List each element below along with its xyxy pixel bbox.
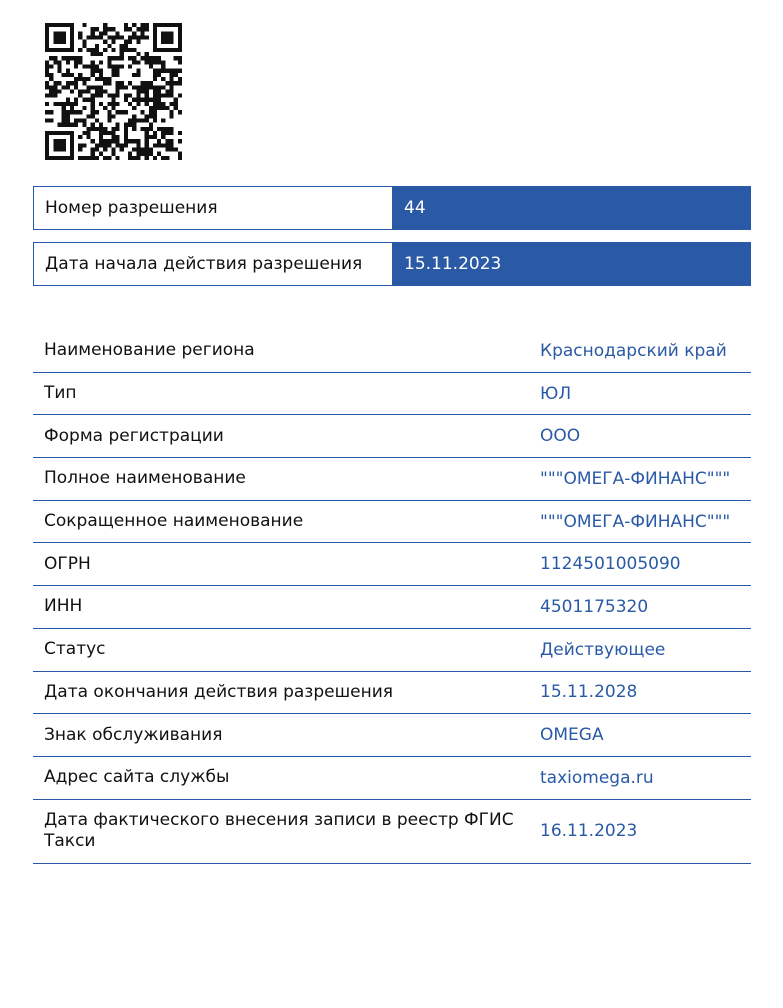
details-label: ОГРН <box>44 553 91 574</box>
details-row-registration-form <box>33 415 751 458</box>
details-label: Адрес сайта службы <box>44 767 230 788</box>
details-row-end-date <box>33 672 751 715</box>
qr-code-icon <box>45 23 182 160</box>
details-label: Статус <box>44 639 106 660</box>
details-table <box>33 330 751 864</box>
permit-start-date-row <box>33 242 751 286</box>
details-value: """ОМЕГА-ФИНАНС""" <box>540 468 731 489</box>
qr-code <box>45 23 182 160</box>
details-value: OMEGA <box>540 725 604 746</box>
details-value: Действующее <box>540 639 666 660</box>
permit-start-date-value: 15.11.2023 <box>392 242 751 286</box>
details-row-service-mark <box>33 714 751 757</box>
details-label: Дата фактического внесения записи в реестр ФГИС Такси <box>44 810 514 852</box>
details-label: Знак обслуживания <box>44 724 223 745</box>
details-label: Тип <box>44 383 77 404</box>
details-row-registry-date <box>33 800 751 864</box>
details-row-inn <box>33 586 751 629</box>
permit-number-value: 44 <box>392 186 751 230</box>
permit-number-label: Номер разрешения <box>33 186 392 230</box>
details-row-short-name <box>33 501 751 544</box>
details-value: 4501175320 <box>540 596 649 617</box>
details-label: Полное наименование <box>44 468 246 489</box>
details-value: ЮЛ <box>540 383 572 404</box>
details-value: 16.11.2023 <box>540 821 638 842</box>
details-value: 15.11.2028 <box>540 682 638 703</box>
details-value: ООО <box>540 426 581 447</box>
details-row-region <box>33 330 751 373</box>
details-row-website <box>33 757 751 800</box>
details-value: """ОМЕГА-ФИНАНС""" <box>540 511 731 532</box>
details-label: Наименование региона <box>44 340 255 361</box>
details-label: Форма регистрации <box>44 425 224 446</box>
details-label: Сокращенное наименование <box>44 511 304 532</box>
details-value: Краснодарский край <box>540 340 727 361</box>
details-row-full-name <box>33 458 751 501</box>
details-value: taxiomega.ru <box>540 767 654 788</box>
details-label: ИНН <box>44 596 83 617</box>
permit-start-date-label: Дата начала действия разрешения <box>33 242 392 286</box>
details-label: Дата окончания действия разрешения <box>44 681 393 702</box>
details-row-status <box>33 629 751 672</box>
details-row-type <box>33 373 751 416</box>
details-row-ogrn <box>33 543 751 586</box>
permit-number-row <box>33 186 751 230</box>
details-value: 1124501005090 <box>540 554 681 575</box>
